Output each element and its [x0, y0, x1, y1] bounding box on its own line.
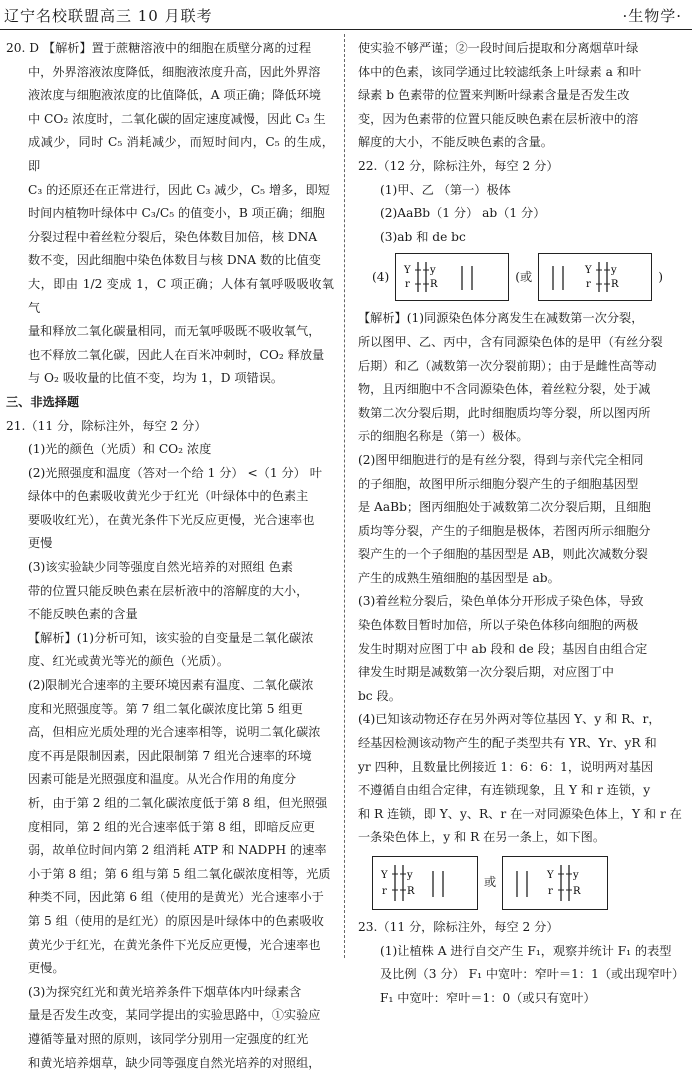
text-line: 成减少，同时 C₅ 消耗减少，而短时间内，C₅ 的生成，即 — [6, 131, 334, 178]
text-line: 后期）和乙（减数第一次分裂前期）；由于是雌性高等动 — [358, 355, 686, 379]
text-line: 要吸收红光），在黄光条件下光反应更慢，光合速率也 — [6, 509, 334, 533]
text-line: 遵循等量对照的原则，该同学分别用一定强度的红光 — [6, 1028, 334, 1052]
gene-label: y — [429, 265, 436, 276]
cell-diagram — [502, 856, 608, 910]
gene-label: Y — [584, 265, 592, 276]
q20-block — [6, 37, 334, 391]
text-line: (1)光的颜色（光质）和 CO₂ 浓度 — [6, 438, 334, 462]
text-line: 体中的色素，该同学通过比较滤纸条上叶绿素 a 和叶 — [358, 61, 686, 85]
chromosome-icon — [373, 857, 477, 909]
text-line: 弱，故单位时间内第 2 组消耗 ATP 和 NADPH 的速率 — [6, 839, 334, 863]
gene-label: r — [548, 886, 553, 897]
text-line: 种类不同，因此第 6 组（使用的是黄光）光合速率小于 — [6, 886, 334, 910]
text-line: 绿体中的色素吸收黄光少于红光（叶绿体中的色素主 — [6, 485, 334, 509]
gene-label: y — [610, 265, 617, 276]
text-line: 不能反映色素的含量 — [6, 603, 334, 627]
text-line: 染色体数目暂时加倍，所以子染色体移向细胞的两极 — [358, 614, 686, 638]
gene-label: r — [586, 279, 591, 290]
left-column — [6, 37, 334, 1075]
text-line: 与 O₂ 吸收量的比值不变，均为 1，D 项错误。 — [6, 367, 334, 391]
q21-continued-block — [358, 37, 686, 155]
question-heading: 22.（12 分，除标注外，每空 2 分） — [358, 155, 686, 179]
text-line: 液浓度与细胞液浓度的比值降低，A 项正确；降低环境 — [6, 84, 334, 108]
column-divider — [344, 34, 345, 958]
text-line: 变，因为色素带的位置只能反映色素在层析液中的溶 — [358, 108, 686, 132]
text-line: 因素可能是光照强度和温度。从光合作用的角度分 — [6, 768, 334, 792]
text-line: 经基因检测该动物产生的配子类型共有 YR、Yr、yR 和 — [358, 732, 686, 756]
text-line: 和 R 连锁，即 Y、y、R、r 在一对同源染色体上，Y 和 r 在 — [358, 803, 686, 827]
text-line: 度、红光或黄光等光的颜色（光质）。 — [6, 650, 334, 674]
text-line: 物，且丙细胞中不含同源染色体，着丝粒分裂，处于减 — [358, 378, 686, 402]
gene-label: R — [430, 279, 438, 290]
q21-block — [6, 415, 334, 1075]
text-line: C₃ 的还原还在正常进行，因此 C₃ 减少，C₅ 增多，即短 — [6, 179, 334, 203]
chromosome-icon — [503, 857, 607, 909]
text-line: 一条染色体上，y 和 R 在另一条上，如下图。 — [358, 826, 686, 850]
text-line: 的子细胞，故图甲所示细胞分裂产生的子细胞基因型 — [358, 473, 686, 497]
question-heading: 23.（11 分，除标注外，每空 2 分） — [358, 916, 686, 940]
answer-label: (4) — [372, 266, 389, 290]
gene-label: R — [407, 886, 415, 897]
text-line: 第 5 组（使用的是红光）的原因是叶绿体中的色素吸收 — [6, 910, 334, 934]
gene-label: r — [382, 886, 387, 897]
text-line: 度不再是限制因素，因此限制第 7 组光合速率的环境 — [6, 745, 334, 769]
text-line: 是 AaBb；图丙细胞处于减数第二次分裂后期，且细胞 — [358, 496, 686, 520]
cell-diagram — [538, 253, 652, 301]
text-line: 时间内植物叶绿体中 C₃/C₅ 的值变小，B 项正确；细胞 — [6, 202, 334, 226]
text-line: (4)已知该动物还存在另外两对等位基因 Y、y 和 R、r， — [358, 708, 686, 732]
text-line: 分裂过程中着丝粒分裂后，染色体数目加倍，核 DNA — [6, 226, 334, 250]
text-line: 数第二次分裂后期，此时细胞质均等分裂，所以图丙所 — [358, 402, 686, 426]
text-line: 更慢 — [6, 532, 334, 556]
text-line: 裂产生的一个子细胞的基因型是 AB，则此次减数分裂 — [358, 543, 686, 567]
text-line: 和黄光培养烟草，缺少同等强度自然光培养的对照组， — [6, 1052, 334, 1075]
gene-label: Y — [546, 870, 554, 881]
text-line: 更慢。 — [6, 957, 334, 981]
gene-label: R — [611, 279, 619, 290]
exam-title: 辽宁名校联盟高三 10 月联考 — [4, 5, 213, 26]
text-line: yr 四种，且数量比例接近 1：6：6：1，说明两对基因 — [358, 756, 686, 780]
text-line: 量和释放二氧化碳量相同，而无氧呼吸既不吸收氧气， — [6, 320, 334, 344]
text-line: 度和光照强度等。第 7 组二氧化碳浓度比第 5 组更 — [6, 698, 334, 722]
text-line: 绿素 b 色素带的位置来判断叶绿素含量是否发生改 — [358, 84, 686, 108]
gene-label: r — [405, 279, 410, 290]
text-line: bc 段。 — [358, 685, 686, 709]
page-header — [0, 0, 692, 30]
gene-label: y — [572, 870, 579, 881]
text-line: (2)光照强度和温度（答对一个给 1 分） <（1 分） 叶 — [6, 462, 334, 486]
text-line: (3)该实验缺少同等强度自然光培养的对照组 色素 — [6, 556, 334, 580]
text-line: 带的位置只能反映色素在层析液中的溶解度的大小， — [6, 580, 334, 604]
cell-diagram — [395, 253, 509, 301]
gene-label: R — [573, 886, 581, 897]
text-line: 中 CO₂ 浓度时，二氧化碳的固定速度减慢，因此 C₃ 生 — [6, 108, 334, 132]
text-line: 20. D 【解析】置于蔗糖溶液中的细胞在质壁分离的过程 — [6, 37, 334, 61]
gene-label: Y — [403, 265, 411, 276]
text-line: 析，由于第 2 组的二氧化碳浓度低于第 8 组，但光照强 — [6, 792, 334, 816]
right-column — [358, 37, 686, 1010]
text-line: (3)ab 和 de bc — [358, 226, 686, 250]
text-line: 不遵循自由组合定律，有连锁现象，且 Y 和 r 连锁，y — [358, 779, 686, 803]
text-line: (2)AaBb（1 分） ab（1 分） — [358, 202, 686, 226]
text-line: 中，外界溶液浓度降低，细胞液浓度升高，因此外界溶 — [6, 61, 334, 85]
gene-label: Y — [380, 870, 388, 881]
text-line: F₁ 中宽叶：窄叶＝1：0（或只有宽叶） — [358, 987, 686, 1011]
text-line: (1)让植株 A 进行自交产生 F₁，观察并统计 F₁ 的表型 — [358, 940, 686, 964]
text-line: (3)着丝粒分裂后，染色单体分开形成子染色体，导致 — [358, 590, 686, 614]
q23-block — [358, 916, 686, 1010]
analysis-line: 【解析】(1)分析可知，该实验的自变量是二氧化碳浓 — [6, 627, 334, 651]
chromosome-icon — [396, 254, 508, 300]
text-line: 解度的大小，不能反映色素的含量。 — [358, 131, 686, 155]
cell-diagram — [372, 856, 478, 910]
chromosome-icon — [539, 254, 651, 300]
gene-label: y — [406, 870, 413, 881]
text-line: 发生时期对应图丁中 ab 段和 de 段；基因自由组合定 — [358, 638, 686, 662]
text-line: 高，但相应光质处理的光合速率相等，说明二氧化碳浓 — [6, 721, 334, 745]
q22-block — [358, 155, 686, 910]
text-line: 及比例（3 分） F₁ 中宽叶：窄叶＝1：1（或出现窄叶） — [358, 963, 686, 987]
text-line: 大，即由 1/2 变成 1，C 项正确；人体有氧呼吸吸收氧气 — [6, 273, 334, 320]
header-rule — [0, 29, 692, 30]
text-line: 黄光少于红光，在黄光条件下光反应更慢，光合速率也 — [6, 934, 334, 958]
close-paren: ) — [658, 266, 663, 290]
text-line: 使实验不够严谨；②一段时间后提取和分离烟草叶绿 — [358, 37, 686, 61]
text-line: 示的细胞名称是（第一）极体。 — [358, 425, 686, 449]
section-heading: 三、非选择题 — [6, 391, 334, 415]
text-line: 产生的成熟生殖细胞的基因型是 ab。 — [358, 567, 686, 591]
q22-answer-diagrams — [358, 253, 686, 301]
text-line: (2)限制光合速率的主要环境因素有温度、二氧化碳浓 — [6, 674, 334, 698]
text-line: 律发生时期是减数第一次分裂后期，对应图丁中 — [358, 661, 686, 685]
text-line: (3)为探究红光和黄光培养条件下烟草体内叶绿素含 — [6, 981, 334, 1005]
text-line: 也不释放二氧化碳，因此人在百米冲刺时，CO₂ 释放量 — [6, 344, 334, 368]
text-line: (2)图甲细胞进行的是有丝分裂，得到与亲代完全相同 — [358, 449, 686, 473]
text-line: 小于第 8 组；第 6 组与第 5 组二氧化碳浓度相等，光质 — [6, 863, 334, 887]
text-line: (1)甲、乙 （第一）极体 — [358, 179, 686, 203]
text-line: 所以图甲、乙、丙中，含有同源染色体的是甲（有丝分裂 — [358, 331, 686, 355]
text-line: 数不变，因此细胞中染色体数目与核 DNA 数的比值变 — [6, 249, 334, 273]
text-line: 度相同，第 2 组的光合速率低于第 8 组，即暗反应更 — [6, 816, 334, 840]
or-label: 或 — [484, 871, 496, 895]
text-line: 质均等分裂，产生的子细胞是极体，若图丙所示细胞分 — [358, 520, 686, 544]
analysis-line: 【解析】(1)同源染色体分离发生在减数第一次分裂， — [358, 307, 686, 331]
question-heading: 21.（11 分，除标注外，每空 2 分） — [6, 415, 334, 439]
subject-label: ·生物学· — [622, 5, 682, 26]
linkage-diagrams — [358, 856, 686, 910]
text-line: 量是否发生改变，某同学提出的实验思路中，①实验应 — [6, 1004, 334, 1028]
or-label: (或 — [515, 266, 532, 290]
